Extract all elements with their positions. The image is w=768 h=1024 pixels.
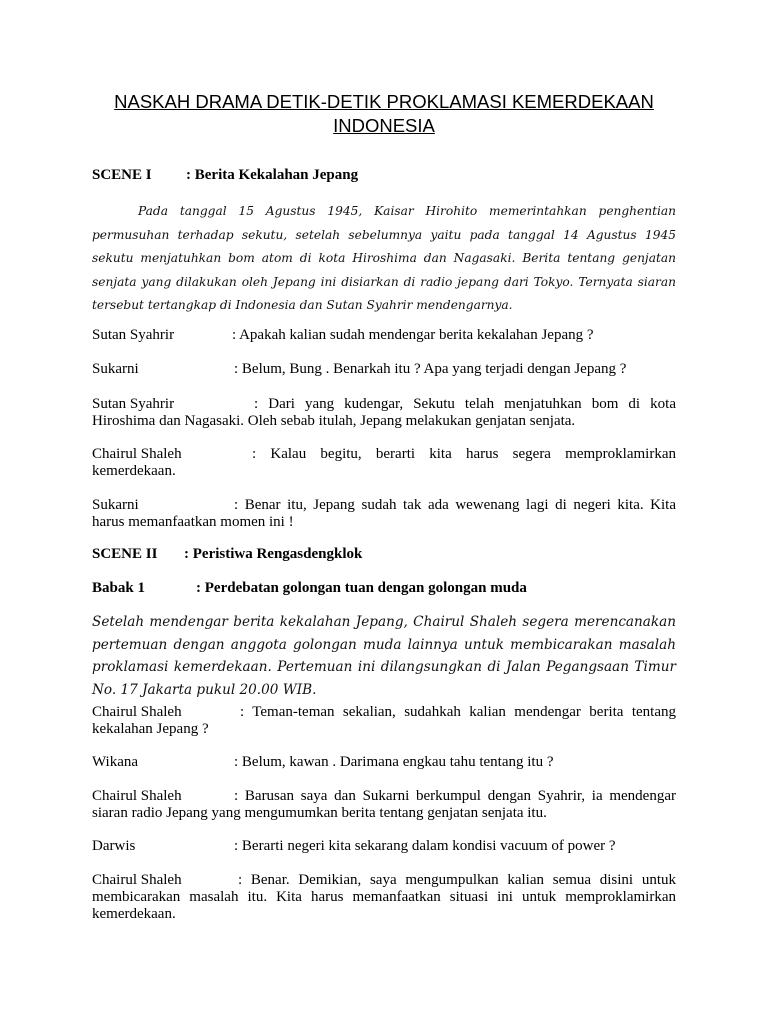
scene-2-title: : Peristiwa Rengasdengklok [184, 546, 363, 562]
narration-1: Pada tanggal 15 Agustus 1945, Kaisar Hirohito memerintahkan penghentian permusuhan terhadap sekutu, setelah sebelumnya yaitu pada tanggal 14 Agustus 1945 sekutu menjatuhkan bom atom di kota Hiroshima dan Nagasaki. Berita tentang genjatan senjata yang dilakukan oleh Jepang ini disiarkan di radio jepang dari Tokyo. Ternyata siaran tersebut tertangkap di Indonesia dan Sutan Syahrir mendengarnya. [92, 204, 676, 312]
dialog-text: : Belum, kawan . Darimana engkau tahu tentang itu ? [234, 754, 554, 770]
dialog-text: : Belum, Bung . Benarkah itu ? Apa yang terjadi dengan Jepang ? [234, 361, 627, 377]
speaker-name: Sukarni [92, 361, 139, 377]
dialog-text: : Benar itu, Jepang sudah tak ada wewenang lagi di negeri kita. Kita harus memanfaatkan momen ini ! [92, 497, 676, 530]
dialog-line [92, 361, 676, 378]
dialog-line [92, 497, 676, 531]
dialog-text: : Teman-teman sekalian, sudahkah kalian mendengar berita tentang kekalahan Jepang ? [92, 704, 676, 737]
scene-2-heading [92, 545, 362, 563]
title-line-2: INDONESIA [333, 115, 435, 136]
scene-1-heading [92, 166, 358, 184]
dialog-line [92, 704, 676, 738]
speaker-name: Chairul Shaleh [92, 446, 182, 462]
speaker-name: Sukarni [92, 497, 139, 513]
dialog-line [92, 446, 676, 480]
babak-1-title: : Perdebatan golongan tuan dengan golongan muda [196, 580, 527, 596]
dialog-text: : Dari yang kudengar, Sekutu telah menjatuhkan bom di kota Hiroshima dan Nagasaki. Oleh sebab itulah, Jepang melakukan genjatan senjata. [92, 396, 676, 429]
dialog-text: : Benar. Demikian, saya mengumpulkan kalian semua disini untuk membicarakan masalah itu. Kita harus memanfaatkan situasi ini untuk memproklamirkan kemerdekaan. [92, 872, 676, 922]
dialog-line [92, 872, 676, 923]
scene-1-label: SCENE I [92, 167, 152, 183]
narration-2: Setelah mendengar berita kekalahan Jepang, Chairul Shaleh segera merencanakan pertemuan dengan anggota golongan muda lainnya untuk membicarakan masalah proklamasi kemerdekaan. Pertemuan ini dilangsungkan di Jalan Pegangsaan Timur No. 17 Jakarta pukul 20.00 WIB. [92, 614, 676, 698]
scene-2-label: SCENE II [92, 546, 158, 562]
speaker-name: Sutan Syahrir [92, 327, 175, 343]
dialog-line [92, 327, 676, 344]
dialog-text: : Apakah kalian sudah mendengar berita kekalahan Jepang ? [232, 327, 594, 343]
dialog-text: : Kalau begitu, berarti kita harus segera memproklamirkan kemerdekaan. [92, 446, 676, 479]
title-line-1: NASKAH DRAMA DETIK-DETIK PROKLAMASI KEMERDEKAAN [114, 91, 654, 112]
dialog-text: : Berarti negeri kita sekarang dalam kondisi vacuum of power ? [234, 838, 616, 854]
dialog-line [92, 788, 676, 822]
babak-1-heading [92, 579, 527, 597]
speaker-name: Chairul Shaleh [92, 872, 182, 888]
document-title [92, 90, 676, 138]
speaker-name: Chairul Shaleh [92, 704, 182, 720]
speaker-name: Darwis [92, 838, 136, 854]
dialog-line [92, 754, 676, 771]
babak-1-label: Babak 1 [92, 580, 145, 596]
scene-1-title: : Berita Kekalahan Jepang [186, 167, 359, 183]
dialog-line [92, 396, 676, 430]
dialog-text: : Barusan saya dan Sukarni berkumpul dengan Syahrir, ia mendengar siaran radio Jepang yang mengumumkan berita tentang genjatan senjata itu. [92, 788, 676, 821]
speaker-name: Chairul Shaleh [92, 788, 182, 804]
speaker-name: Sutan Syahrir [92, 396, 175, 412]
dialog-line [92, 838, 676, 855]
speaker-name: Wikana [92, 754, 139, 770]
